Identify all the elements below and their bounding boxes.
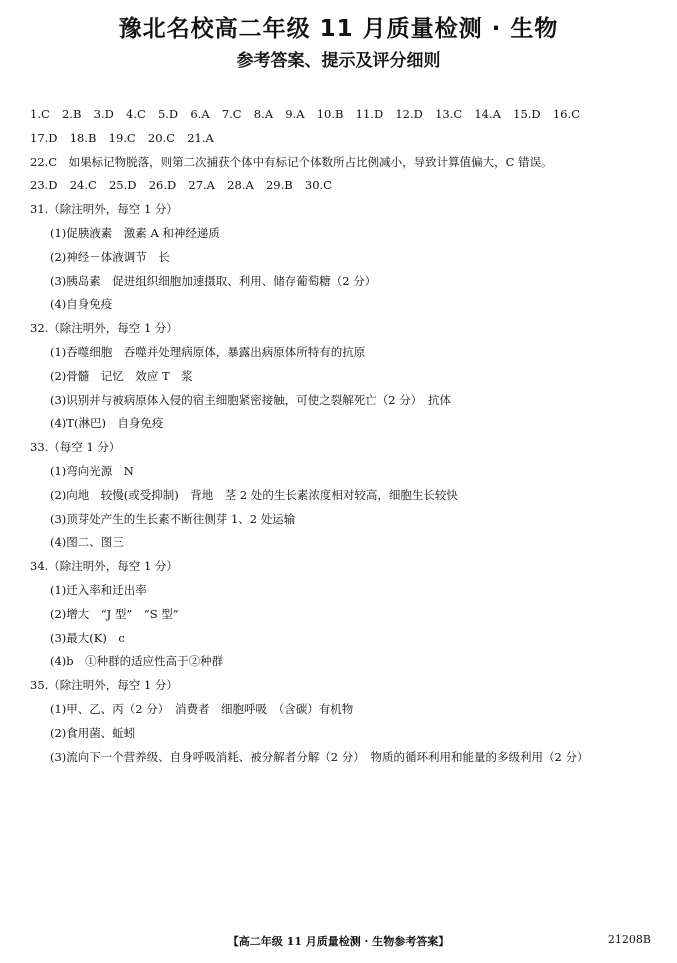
choice-answer: 12.D [395, 107, 423, 121]
choice-answer: 16.C [552, 107, 580, 121]
choice-answer: 21.A [187, 130, 214, 145]
answer-line: (3)胰岛素 促进组织细胞加速摄取、利用、储存葡萄糖（2 分） [50, 273, 377, 288]
question-heading: 32.（除注明外，每空 1 分） [30, 321, 178, 336]
choice-answer: 10.B [316, 107, 344, 121]
answer-line: (2)增大 “J 型” “S 型” [50, 606, 179, 621]
page-subtitle: 参考答案、提示及评分细则 [236, 51, 441, 71]
choice-answer: 5.D [157, 107, 179, 121]
answer-line: (1)甲、乙、丙（2 分） 消费者 细胞呼吸 （含碳）有机物 [50, 701, 354, 716]
choice-answer: 14.A [474, 107, 501, 121]
choice-answer: 6.A [190, 107, 210, 121]
answer-content [30, 103, 660, 769]
answer-line: (2)神经－体液调节 长 [50, 249, 170, 264]
answer-line: (4)图二、图三 [50, 535, 124, 550]
choice-answer: 25.D [108, 178, 137, 193]
answer-22-note: 22.C 如果标记物脱落，则第二次捕获个体中有标记个体数所占比例减小，导致计算值偏大，C 错误。 [30, 154, 553, 169]
page-title: 豫北名校高二年级 11 月质量检测 · 生物 [118, 16, 559, 42]
answers-row-2 [30, 127, 660, 151]
answer-line: (3)流向下一个营养级、自身呼吸消耗、被分解者分解（2 分） 物质的循环利用和能量的多级利用（2 分） [50, 749, 589, 764]
choice-answer: 2.B [61, 107, 82, 121]
answer-line: (3)识别并与被病原体入侵的宿主细胞紧密接触，可使之裂解死亡（2 分） 抗体 [50, 392, 452, 407]
answer-line: (3)最大(K) c [50, 630, 125, 645]
question-heading: 35.（除注明外，每空 1 分） [30, 678, 178, 693]
choice-answer: 17.D [30, 130, 58, 145]
paper-code: 21208B [607, 933, 651, 946]
choice-answer: 24.C [69, 178, 97, 193]
choice-answer: 15.D [513, 107, 541, 121]
choice-answer: 1.C [30, 107, 50, 121]
choice-answer: 3.D [93, 107, 114, 121]
choice-answer: 11.D [355, 107, 384, 121]
answer-line: (2)骨髓 记忆 效应 T 浆 [50, 368, 193, 383]
answer-line: (4)b ①种群的适应性高于②种群 [50, 654, 224, 669]
choice-answer: 7.C [221, 107, 242, 121]
choice-answer: 18.B [69, 130, 97, 145]
answer-line: (1)弯向光源 N [50, 463, 134, 478]
choice-answer: 8.A [253, 107, 274, 121]
question-heading: 33.（每空 1 分） [30, 440, 121, 455]
answer-line: (4)T(淋巴) 自身免疫 [50, 416, 164, 431]
choice-answer: 19.C [108, 130, 136, 145]
question-heading: 34.（除注明外，每空 1 分） [30, 559, 178, 574]
answers-row-3 [30, 174, 660, 198]
choice-answer: 27.A [188, 178, 215, 193]
choice-answer: 13.C [435, 107, 463, 121]
answer-line: (1)促胰液素 激素 A 和神经递质 [50, 225, 220, 240]
choice-answer: 23.D [30, 178, 58, 193]
footer-label: 【高二年级 11 月质量检测 · 生物参考答案】 [227, 935, 450, 948]
choice-answer: 4.C [125, 107, 146, 121]
question-heading: 31.（除注明外，每空 1 分） [30, 202, 178, 217]
choice-answer: 9.A [285, 107, 305, 121]
answer-line: (1)迁入率和迁出率 [50, 582, 147, 597]
choice-answer: 30.C [304, 178, 332, 193]
answers-row-1 [30, 103, 660, 127]
answer-line: (2)食用菌、蚯蚓 [50, 725, 136, 740]
answer-line: (1)吞噬细胞 吞噬并处理病原体，暴露出病原体所特有的抗原 [50, 344, 366, 359]
choice-answer: 20.C [147, 130, 176, 145]
choice-answer: 26.D [148, 178, 177, 193]
answer-line: (4)自身免疫 [50, 297, 113, 312]
choice-answer: 29.B [265, 178, 293, 193]
answer-line: (2)向地 较慢(或受抑制) 背地 茎 2 处的生长素浓度相对较高，细胞生长较快 [50, 487, 458, 502]
answer-line: (3)顶芽处产生的生长素不断往侧芽 1、2 处运输 [50, 511, 296, 526]
question-list [30, 198, 660, 769]
choice-answer: 28.A [227, 178, 254, 193]
